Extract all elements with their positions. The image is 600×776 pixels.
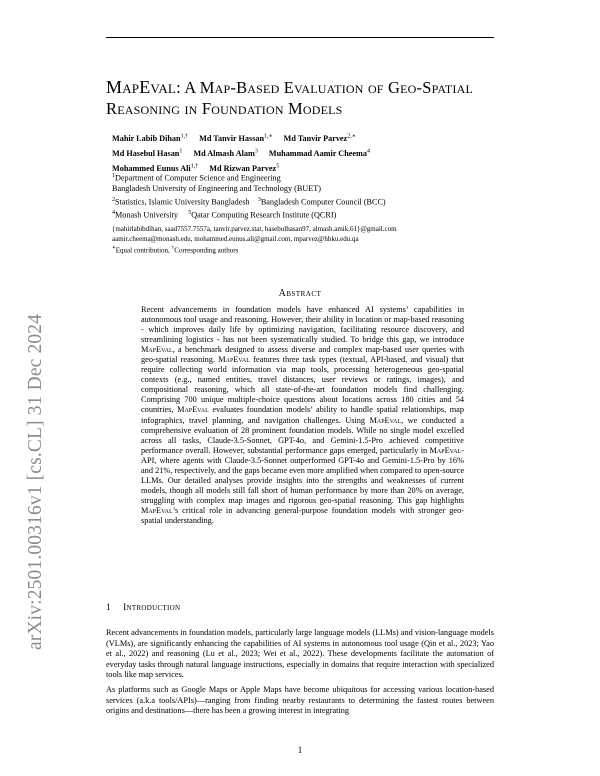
section-number: 1 xyxy=(106,603,112,613)
title-brand: MapEval xyxy=(106,77,177,97)
author: Md Almash Alam$^3$ xyxy=(193,148,258,158)
author-list xyxy=(112,130,492,176)
page-number: 1 xyxy=(297,745,303,755)
author: Md Tanvir Parvez$^{2,∗}$ xyxy=(283,133,356,143)
email-block xyxy=(112,225,492,256)
author: Mohammed Eunus Ali$^{1,\dagger}$ xyxy=(112,163,199,174)
affiliations xyxy=(112,171,472,221)
title-rest: : A Map-Based Evaluation of Geo-Spatial Reasoning in Foundation Models xyxy=(106,78,474,118)
abstract-body: Recent advancements in foundation models have enhanced AI systems’ capabilities in autonomous tool usage and reasoning. However, their ability in location or map-based reasoning - which improves daily life by optimizing navigation, facilitating resource discovery, and streamlining logistics - has not been systematically studied. To bridge this gap, we introduce MapEval, a benchmark designed to assess diverse and complex map-based user queries with geo-spatial reasoning. MapEval features three task types (textual, API-based, and visual) that require collecting world information via map tools, processing heterogeneous geo-spatial contexts (e.g., named entities, travel distances, user reviews or ratings, images), and compositional reasoning, which all state-of-the-art foundation models find challenging. Comprising 700 unique multiple-choice questions about locations across 180 cities and 54 countries, MapEval evaluates foundation models’ ability to handle spatial relationships, map infographics, travel planning, and navigation challenges. Using MapEval, we conducted a comprehensive evaluation of 28 prominent foundation models. While no single model excelled across all tasks, Claude-3.5-Sonnet, GPT-4o, and Gemini-1.5-Pro achieved competitive performance overall. However, substantial performance gaps emerged, particularly in MapEval-API, where agents with Claude-3.5-Sonnet outperformed GPT-4o and Gemini-1.5-Pro by 16% and 21%, respectively, and the gaps became even more amplified when compared to open-source LLMs. Our detailed analyses provide insights into the strengths and weaknesses of current models, though all models still fall short of human performance by more than 20% on average, struggling with complex map images and rigorous geo-spatial reasoning. This gap highlights MapEval’s critical role in advancing general-purpose foundation models with stronger geo-spatial understanding. xyxy=(141,305,465,525)
author: Mahir Labib Dihan$^{1,\dagger}$ xyxy=(112,133,189,143)
author: Md Tanvir Hassan$^{1,∗}$ xyxy=(199,133,273,143)
section-title: Introduction xyxy=(123,603,181,613)
abstract-heading: Abstract xyxy=(278,288,322,299)
affiliation-line: $^4$Monash University $^5$Qatar Computing Research Institute (QCRI) xyxy=(112,209,337,220)
author: Muhammad Aamir Cheema$^4$ xyxy=(268,148,370,158)
author: Md Rizwan Parvez$^5$ xyxy=(209,163,280,174)
intro-paragraph: As platforms such as Google Maps or Apple Maps have become ubiquitous for accessing various location-based services (a.k.a tools/APIs)—ranging from finding nearby restaurants to determining the fastest routes between origins and destinations—there has been a growing interest in integrating xyxy=(106,685,494,715)
email-line: {mahirlabibdihan, saad7557.7557a, tanvir.parvez.stat, hasebulhasan97, almash.amik.61}@gmail.com xyxy=(112,225,397,233)
affiliation-line: Bangladesh University of Engineering and Technology (BUET) xyxy=(112,184,321,194)
author: Md Hasebul Hasan$^1$ xyxy=(112,148,183,158)
email-line: aamir.cheema@monash.edu, mohammed.eunus.ali@gmail.com, mparvez@hbku.edu.qa xyxy=(112,234,359,243)
arxiv-stamp: arXiv:2501.00316v1 [cs.CL] 31 Dec 2024 xyxy=(25,313,46,650)
paper-title xyxy=(106,77,506,119)
top-rule xyxy=(106,37,494,38)
affiliation-line: $^1$Department of Computer Science and Engineering xyxy=(112,173,281,183)
section-heading xyxy=(106,603,406,613)
intro-paragraph: Recent advancements in foundation models, particularly large language models (LLMs) and vision-language models (VLMs), are significantly enhancing the capabilities of AI systems in autonomous tool usage (Qin et al., 2023; Yao et al., 2022) and reasoning (Lu et al., 2023; Wei et al., 2022). These developments facilitate the automation of everyday tasks through natural language instructions, especially in domains that require interaction with specialized tools like map services. xyxy=(106,628,494,679)
affiliation-line: $^2$Statistics, Islamic University Bangladesh $^3$Bangladesh Computer Council (BCC) xyxy=(112,196,386,207)
footnote-line: ∗Equal contribution, †Corresponding authors xyxy=(112,245,239,255)
